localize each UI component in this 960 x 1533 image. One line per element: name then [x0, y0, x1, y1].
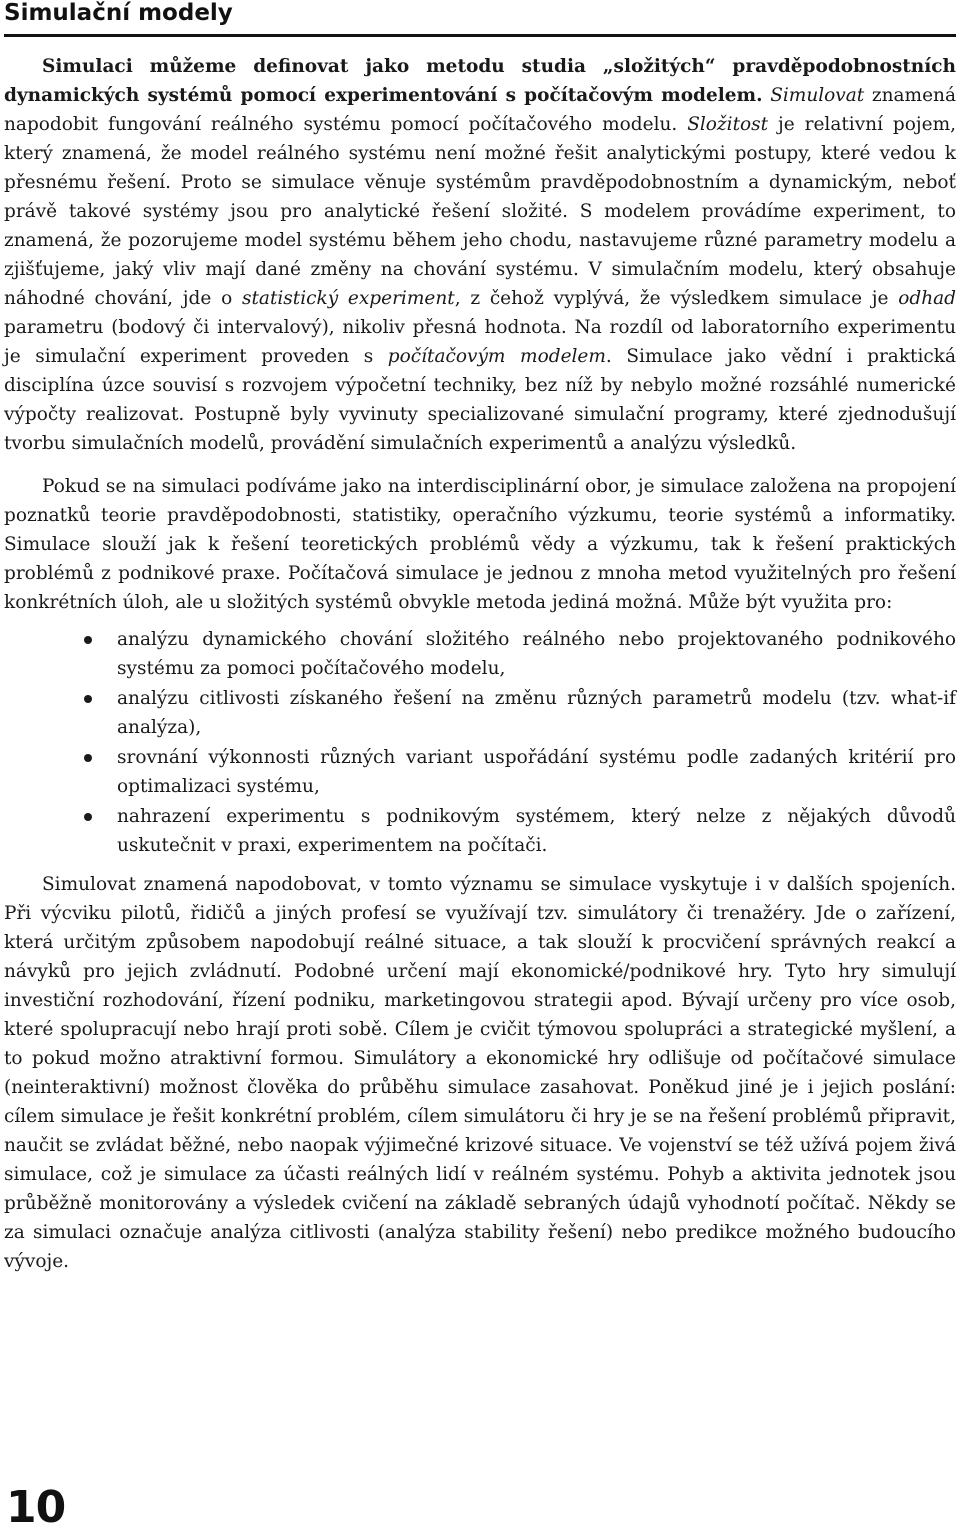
term-pocitacovym-modelem: počítačovým modelem — [387, 346, 606, 367]
term-simulovat: Simulovat — [770, 85, 865, 106]
bullet-icon — [84, 813, 92, 821]
paragraph-definition — [4, 52, 956, 458]
paragraph-simulators: Simulovat znamená napodobovat, v tomto významu se simulace vyskytuje i v dalších spojeních. Při výcviku pilotů, řidičů a jiných profesí se využívají tzv. simulátory či trenažéry. Jde o zařízení, která určitým způsobem napodobují reálné situace, a tak slouží k procvičení správných reakcí a návyků pro jejich zvládnutí. Podobné určení mají ekonomické/podnikové hry. Tyto hry simulují investiční rozhodování, řízení podniku, marketingovou strategii apod. Bývají určeny pro více osob, které spolupracují nebo hrají proti sobě. Cílem je cvičit týmovou spolupráci a strategické myšlení, a to pokud možno atraktivní formou. Simulátory a ekonomické hry odlišuje od počítačové simulace (neinteraktivní) možnost člověka do průběhu simulace zasahovat. Poněkud jiné je i jejich poslání: cílem simulace je řešit konkrétní problém, cílem simulátoru či hry je se na řešení problémů připravit, naučit se zvládat běžné, nebo naopak výjimečné krizové situace. Ve vojenství se též užívá pojem živá simulace, což je simulace za účasti reálných lidí v reálném systému. Pohyb a aktivita jednotek jsou průběžně monitorovány a výsledek cvičení na základě sebraných údajů vyhodnotí počítač. Někdy se za simulaci označuje analýza citlivosti (analýza stability řešení) nebo predikce možného budoucího vývoje. — [4, 874, 956, 1272]
bullet-icon — [84, 636, 92, 644]
list-item — [4, 625, 956, 683]
chapter-title: Simulační modely — [4, 0, 233, 26]
term-statisticky-experiment: statistický experiment — [241, 288, 455, 309]
list-item — [4, 802, 956, 860]
usage-list — [4, 625, 956, 860]
bullet-icon — [84, 695, 92, 703]
list-item — [4, 684, 956, 742]
page-number: 10 — [6, 1482, 66, 1533]
bullet-icon — [84, 754, 92, 762]
list-item-text: nahrazení experimentu s podnikovým systémem, který nelze z nějakých důvodů uskutečnit v praxi, experimentem na počítači. — [117, 806, 956, 856]
paragraph-interdisciplinary: Pokud se na simulaci podíváme jako na interdisciplinární obor, je simulace založena na propojení poznatků teorie pravděpodobnosti, statistiky, operačního výzkumu, teorie systémů a informatiky. Simulace slouží jak k řešení teoretických problémů vědy a výzkumu, tak k řešení praktických problémů z podnikové praxe. Počítačová simulace je jednou z mnoha metod využitelných pro řešení konkrétních úloh, ale u složitých systémů obvykle metoda jediná možná. Může být využita pro: — [4, 476, 956, 613]
paragraph-definition-text-5: . Simulace jako vědní i praktická disciplína úzce souvisí s rozvojem výpočetní techniky, bez níž by nebylo možné rozsáhlé numerické výpočty realizovat. Postupně byly vyvinuty specializované simulační programy, které zjednodušují tvorbu simulačních modelů, provádění simulačních experimentů a analýzu výsledků. — [4, 346, 956, 454]
list-item-text: analýzu dynamického chování složitého reálného nebo projektovaného podnikového systému za pomoci počítačového modelu, — [117, 629, 956, 679]
chapter-header — [4, 0, 956, 37]
definition-lead: Simulaci můžeme definovat jako metodu studia „složitých“ pravděpodobnostních dynamických systémů pomocí experimentování s počítačovým modelem. — [4, 56, 956, 106]
term-slozitost: Složitost — [687, 114, 769, 135]
list-item-text: srovnání výkonnosti různých variant uspořádání systému podle zadaných kritérií pro optimalizaci systému, — [117, 747, 956, 797]
paragraph-definition-text-4: parametru (bodový či intervalový), nikoliv přesná hodnota. Na rozdíl od laboratorního experimentu je simulační experiment proveden s — [4, 317, 956, 367]
paragraph-definition-text-3: , z čehož vyplývá, že výsledkem simulace je — [454, 288, 899, 309]
list-item — [4, 743, 956, 801]
list-item-text: analýzu citlivosti získaného řešení na změnu různých parametrů modelu (tzv. what-if analýza), — [117, 688, 956, 738]
term-odhad: odhad — [898, 288, 956, 309]
paragraph-definition-text-1: znamená napodobit fungování reálného systému pomocí počítačového modelu. — [4, 85, 956, 135]
body-text — [4, 52, 956, 1276]
paragraph-definition-text-2: je relativní pojem, který znamená, že model reálného systému není možné řešit analytickými postupy, které vedou k přesnému řešení. Proto se simulace věnuje systémům pravděpodobnostním a dynamickým, neboť právě takové systémy jsou pro analytické řešení složité. S modelem provádíme experiment, to znamená, že pozorujeme model systému během jeho chodu, nastavujeme různé parametry modelu a zjišťujeme, jaký vliv mají dané změny na chování systému. V simulačním modelu, který obsahuje náhodné chování, jde o — [4, 114, 956, 309]
